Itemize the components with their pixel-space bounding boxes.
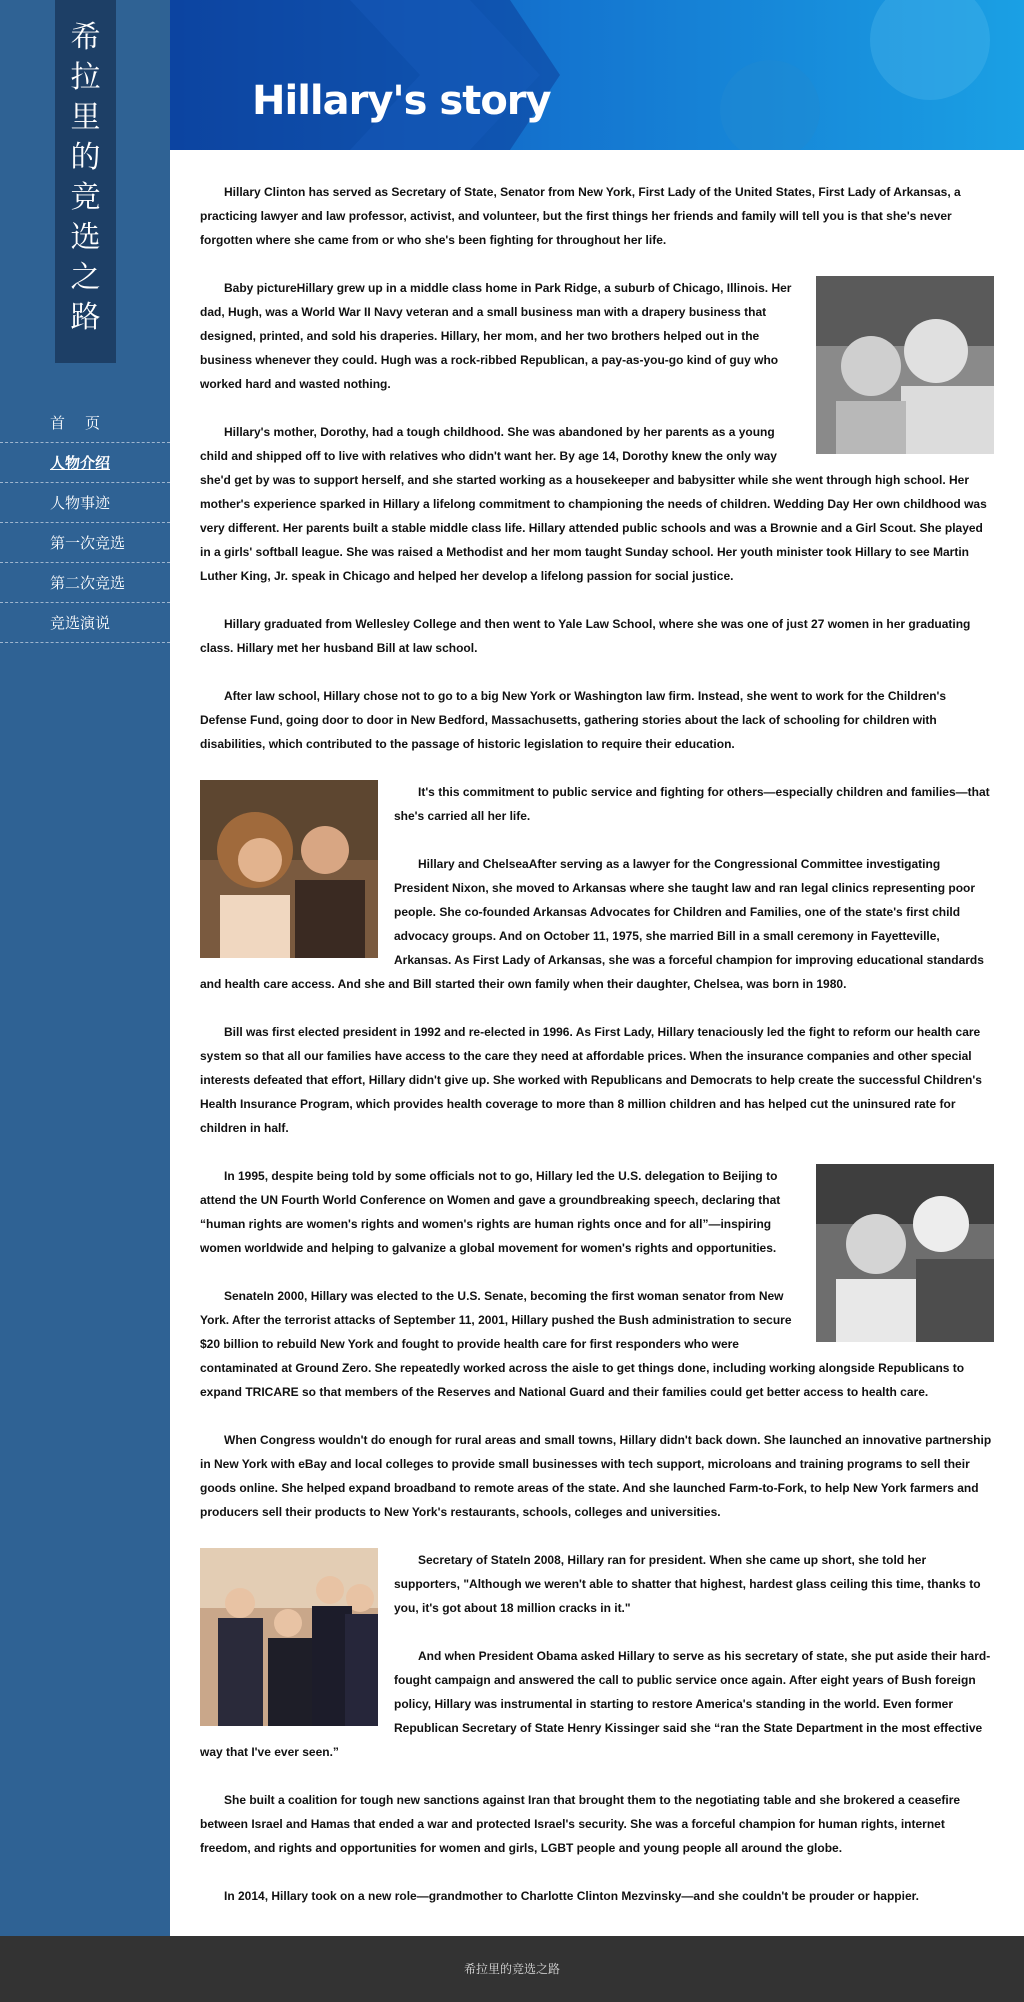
page-footer: [0, 1936, 1024, 2002]
paragraph: Hillary graduated from Wellesley College and then went to Yale Law School, where she was one of just 27 women in her graduating class. Hillary met her husband Bill at law school.: [200, 617, 971, 655]
family-group-photo: [200, 1548, 378, 1726]
nav-item-speeches[interactable]: 竞选演说: [0, 603, 170, 643]
logo-char: 选: [70, 220, 101, 255]
page-banner: [170, 0, 1024, 150]
banner-graphic: [170, 0, 1024, 150]
paragraph: Hillary Clinton has served as Secretary of State, Senator from New York, First Lady of the United States, First Lady of Arkansas, a practicing lawyer and law professor, activist, and volunteer, but the first things her friends and family will tell you is that she's never forgotten where she came from or who she's been fighting for throughout her life.: [200, 185, 961, 247]
logo-char: 拉: [70, 60, 101, 95]
couple-photo: [200, 780, 378, 958]
paragraph: Hillary's mother, Dorothy, had a tough childhood. She was abandoned by her parents as a young child and shipped off to live with relatives who didn't want her. By age 14, Dorothy knew the only way she'd get by was to support herself, and she started working as a housekeeper and babysitter while she went through high school. Her mother's experience sparked in Hillary a lifelong commitment to championing the needs of children. Wedding Day Her own childhood was very different. Her parents built a stable middle class life. Hillary attended public schools and was a Brownie and a Girl Scout. She played in a girls' softball league. She was raised a Methodist and her mom taught Sunday school. Her youth minister took Hillary to see Martin Luther King, Jr. speak in Chicago and helped her develop a lifelong passion for social justice.: [200, 425, 987, 583]
paragraph: Baby pictureHillary grew up in a middle class home in Park Ridge, a suburb of Chicago, Illinois. Her dad, Hugh, was a World War II Navy veteran and a small business man with a drapery business that designed, printed, and sold his draperies. Hillary, her mom, and her two brothers helped out in the business whenever they could. Hugh was a rock-ribbed Republican, a pay-as-you-go kind of guy who worked hard and wasted nothing.: [200, 281, 792, 391]
footer-text: 希拉里的竞选之路: [463, 1962, 560, 1976]
paragraph: It's this commitment to public service and fighting for others—especially children and families—that she's carried all her life.: [394, 785, 990, 823]
paragraph: In 2014, Hillary took on a new role—grandmother to Charlotte Clinton Mezvinsky—and she couldn't be prouder or happier.: [224, 1889, 919, 1903]
baby-photo: [816, 276, 994, 454]
paragraph: When Congress wouldn't do enough for rural areas and small towns, Hillary didn't back down. She launched an innovative partnership in New York with eBay and local colleges to provide small businesses with tech support, microloans and training programs to sell their goods online. She helped expand broadband to remote areas of the state. And she launched Farm-to-Fork, to help New York farmers and producers sell their products to New York's restaurants, schools, colleges and universities.: [200, 1433, 992, 1519]
logo-char: 路: [70, 300, 101, 335]
site-logo-vertical[interactable]: [55, 0, 116, 363]
paragraph: She built a coalition for tough new sanctions against Iran that brought them to the negotiating table and she brokered a ceasefire between Israel and Hamas that ended a war and protected Israel's security. She was a forceful champion for human rights, internet freedom, and rights and opportunities for women and girls, LGBT people and young people all around the globe.: [200, 1793, 961, 1855]
logo-char: 的: [70, 140, 101, 175]
logo-char: 之: [70, 260, 101, 295]
paragraph: SenateIn 2000, Hillary was elected to the U.S. Senate, becoming the first woman senator from New York. After the terrorist attacks of September 11, 2001, Hillary pushed the Bush administration to secure $20 billion to rebuild New York and fought to provide health care for first responders who were contaminated at Ground Zero. She repeatedly worked across the aisle to get things done, including working alongside Republicans to expand TRICARE so that members of the Reserves and National Guard and their families could get better access to health care.: [200, 1289, 965, 1399]
logo-char: 竞: [70, 180, 101, 215]
nav-item-first-campaign[interactable]: 第一次竞选: [0, 523, 170, 563]
paragraph: Bill was first elected president in 1992 and re-elected in 1996. As First Lady, Hillary tenaciously led the fight to reform our health care system so that all our families have access to the care they need at affordable prices. When the insurance companies and other special interests defeated that effort, Hillary didn't give up. She worked with Republicans and Democrats to help create the successful Children's Health Insurance Program, which provides health coverage to more than 8 million children and has helped cut the uninsured rate for children in half.: [200, 1025, 982, 1135]
nav-item-deeds[interactable]: 人物事迹: [0, 483, 170, 523]
nav-item-profile[interactable]: 人物介绍: [0, 443, 170, 483]
paragraph: After law school, Hillary chose not to go to a big New York or Washington law firm. Instead, she went to work for the Children's Defense Fund, going door to door in New Bedford, Massachusetts, gathering stories about the lack of schooling for children with disabilities, which contributed to the passage of historic legislation to require their education.: [200, 689, 947, 751]
sidebar: [0, 0, 170, 1936]
logo-char: 希: [70, 20, 101, 55]
article-body: [200, 180, 994, 1932]
main-nav: [0, 403, 170, 643]
nav-item-second-campaign[interactable]: 第二次竞选: [0, 563, 170, 603]
page-title: Hillary's story: [252, 78, 551, 124]
paragraph: And when President Obama asked Hillary to serve as his secretary of state, she put aside their hard-fought campaign and answered the call to public service once again. After eight years of Bush foreign policy, Hillary was instrumental in starting to restore America's standing in the world. Even former Republican Secretary of State Henry Kissinger said she “ran the State Department in the most effective way that I've ever seen.”: [200, 1649, 991, 1759]
mother-child-photo: [816, 1164, 994, 1342]
paragraph: Hillary and ChelseaAfter serving as a lawyer for the Congressional Committee investigating President Nixon, she moved to Arkansas where she taught law and ran legal clinics representing poor people. She co-founded Arkansas Advocates for Children and Families, one of the state's first child advocacy groups. And on October 11, 1975, she married Bill in a small ceremony in Fayetteville, Arkansas. As First Lady of Arkansas, she was a forceful champion for improving educational standards and health care access. And she and Bill started their own family when their daughter, Chelsea, was born in 1980.: [200, 857, 984, 991]
logo-char: 里: [70, 100, 101, 135]
nav-item-home[interactable]: 首页: [0, 403, 170, 443]
paragraph: Secretary of StateIn 2008, Hillary ran for president. When she came up short, she told her supporters, "Although we weren't able to shatter that highest, hardest glass ceiling this time, thanks to you, it's got about 18 million cracks in it.": [394, 1553, 981, 1615]
paragraph: In 1995, despite being told by some officials not to go, Hillary led the U.S. delegation to Beijing to attend the UN Fourth World Conference on Women and gave a groundbreaking speech, declaring that “human rights are women's rights and women's rights are human rights once and for all”—inspiring women worldwide and helping to galvanize a global movement for women's rights and opportunities.: [200, 1169, 781, 1255]
